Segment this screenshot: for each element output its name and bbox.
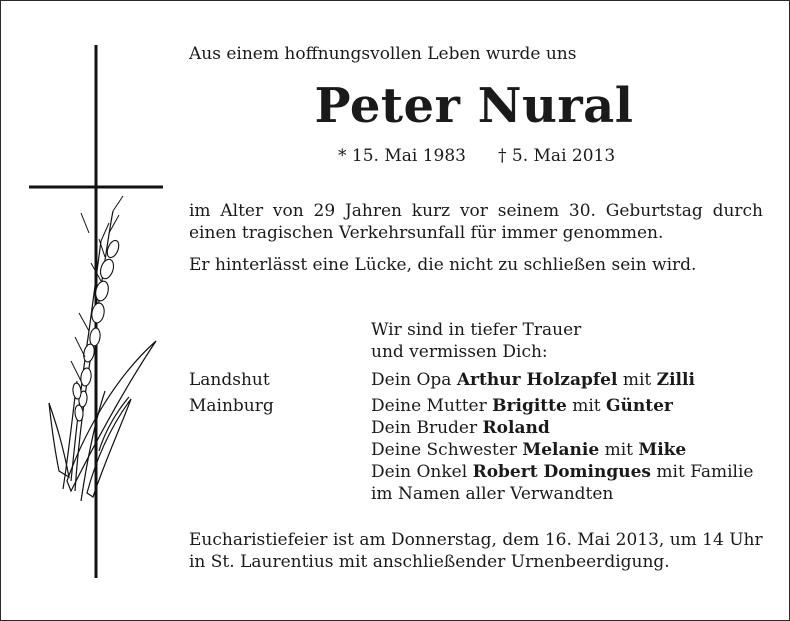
paragraph-line: im Alter von 29 Jahren kurz vor seinem 30. Geburtstag durch <box>189 201 763 221</box>
relative-line: im Namen aller Verwandten <box>371 484 614 504</box>
place-mainburg: Mainburg <box>189 396 274 416</box>
relative-line: Dein Bruder Roland <box>371 418 550 438</box>
cross-with-wheat-icon <box>1 1 171 601</box>
mourning-line: und vermissen Dich: <box>371 342 548 362</box>
funeral-info-line: in St. Laurentius mit anschließender Urnenbeerdigung. <box>189 552 670 572</box>
legacy-sentence: Er hinterlässt eine Lücke, die nicht zu schließen sein wird. <box>189 255 697 275</box>
mourning-intro <box>371 319 581 363</box>
deceased-name: Peter Nural <box>314 78 634 134</box>
relative-line: Deine Mutter Brigitte mit Günter <box>371 396 673 416</box>
funeral-info-line: Eucharistiefeier ist am Donnerstag, dem 16. Mai 2013, um 14 Uhr <box>189 530 763 550</box>
relative-line: Dein Onkel Robert Domingues mit Familie <box>371 462 754 482</box>
relative-line: Dein Opa Arthur Holzapfel mit Zilli <box>371 370 695 390</box>
intro-text: Aus einem hoffnungsvollen Leben wurde uns <box>189 44 577 64</box>
paragraph-line: einen tragischen Verkehrsunfall für immer genommen. <box>189 223 664 243</box>
place-landshut: Landshut <box>189 370 270 390</box>
mourning-line: Wir sind in tiefer Trauer <box>371 320 582 340</box>
birth-date: * 15. Mai 1983 <box>338 146 466 166</box>
death-date: † 5. Mai 2013 <box>498 146 616 166</box>
circumstances-paragraph <box>189 200 763 244</box>
relative-line: Deine Schwester Melanie mit Mike <box>371 440 687 460</box>
